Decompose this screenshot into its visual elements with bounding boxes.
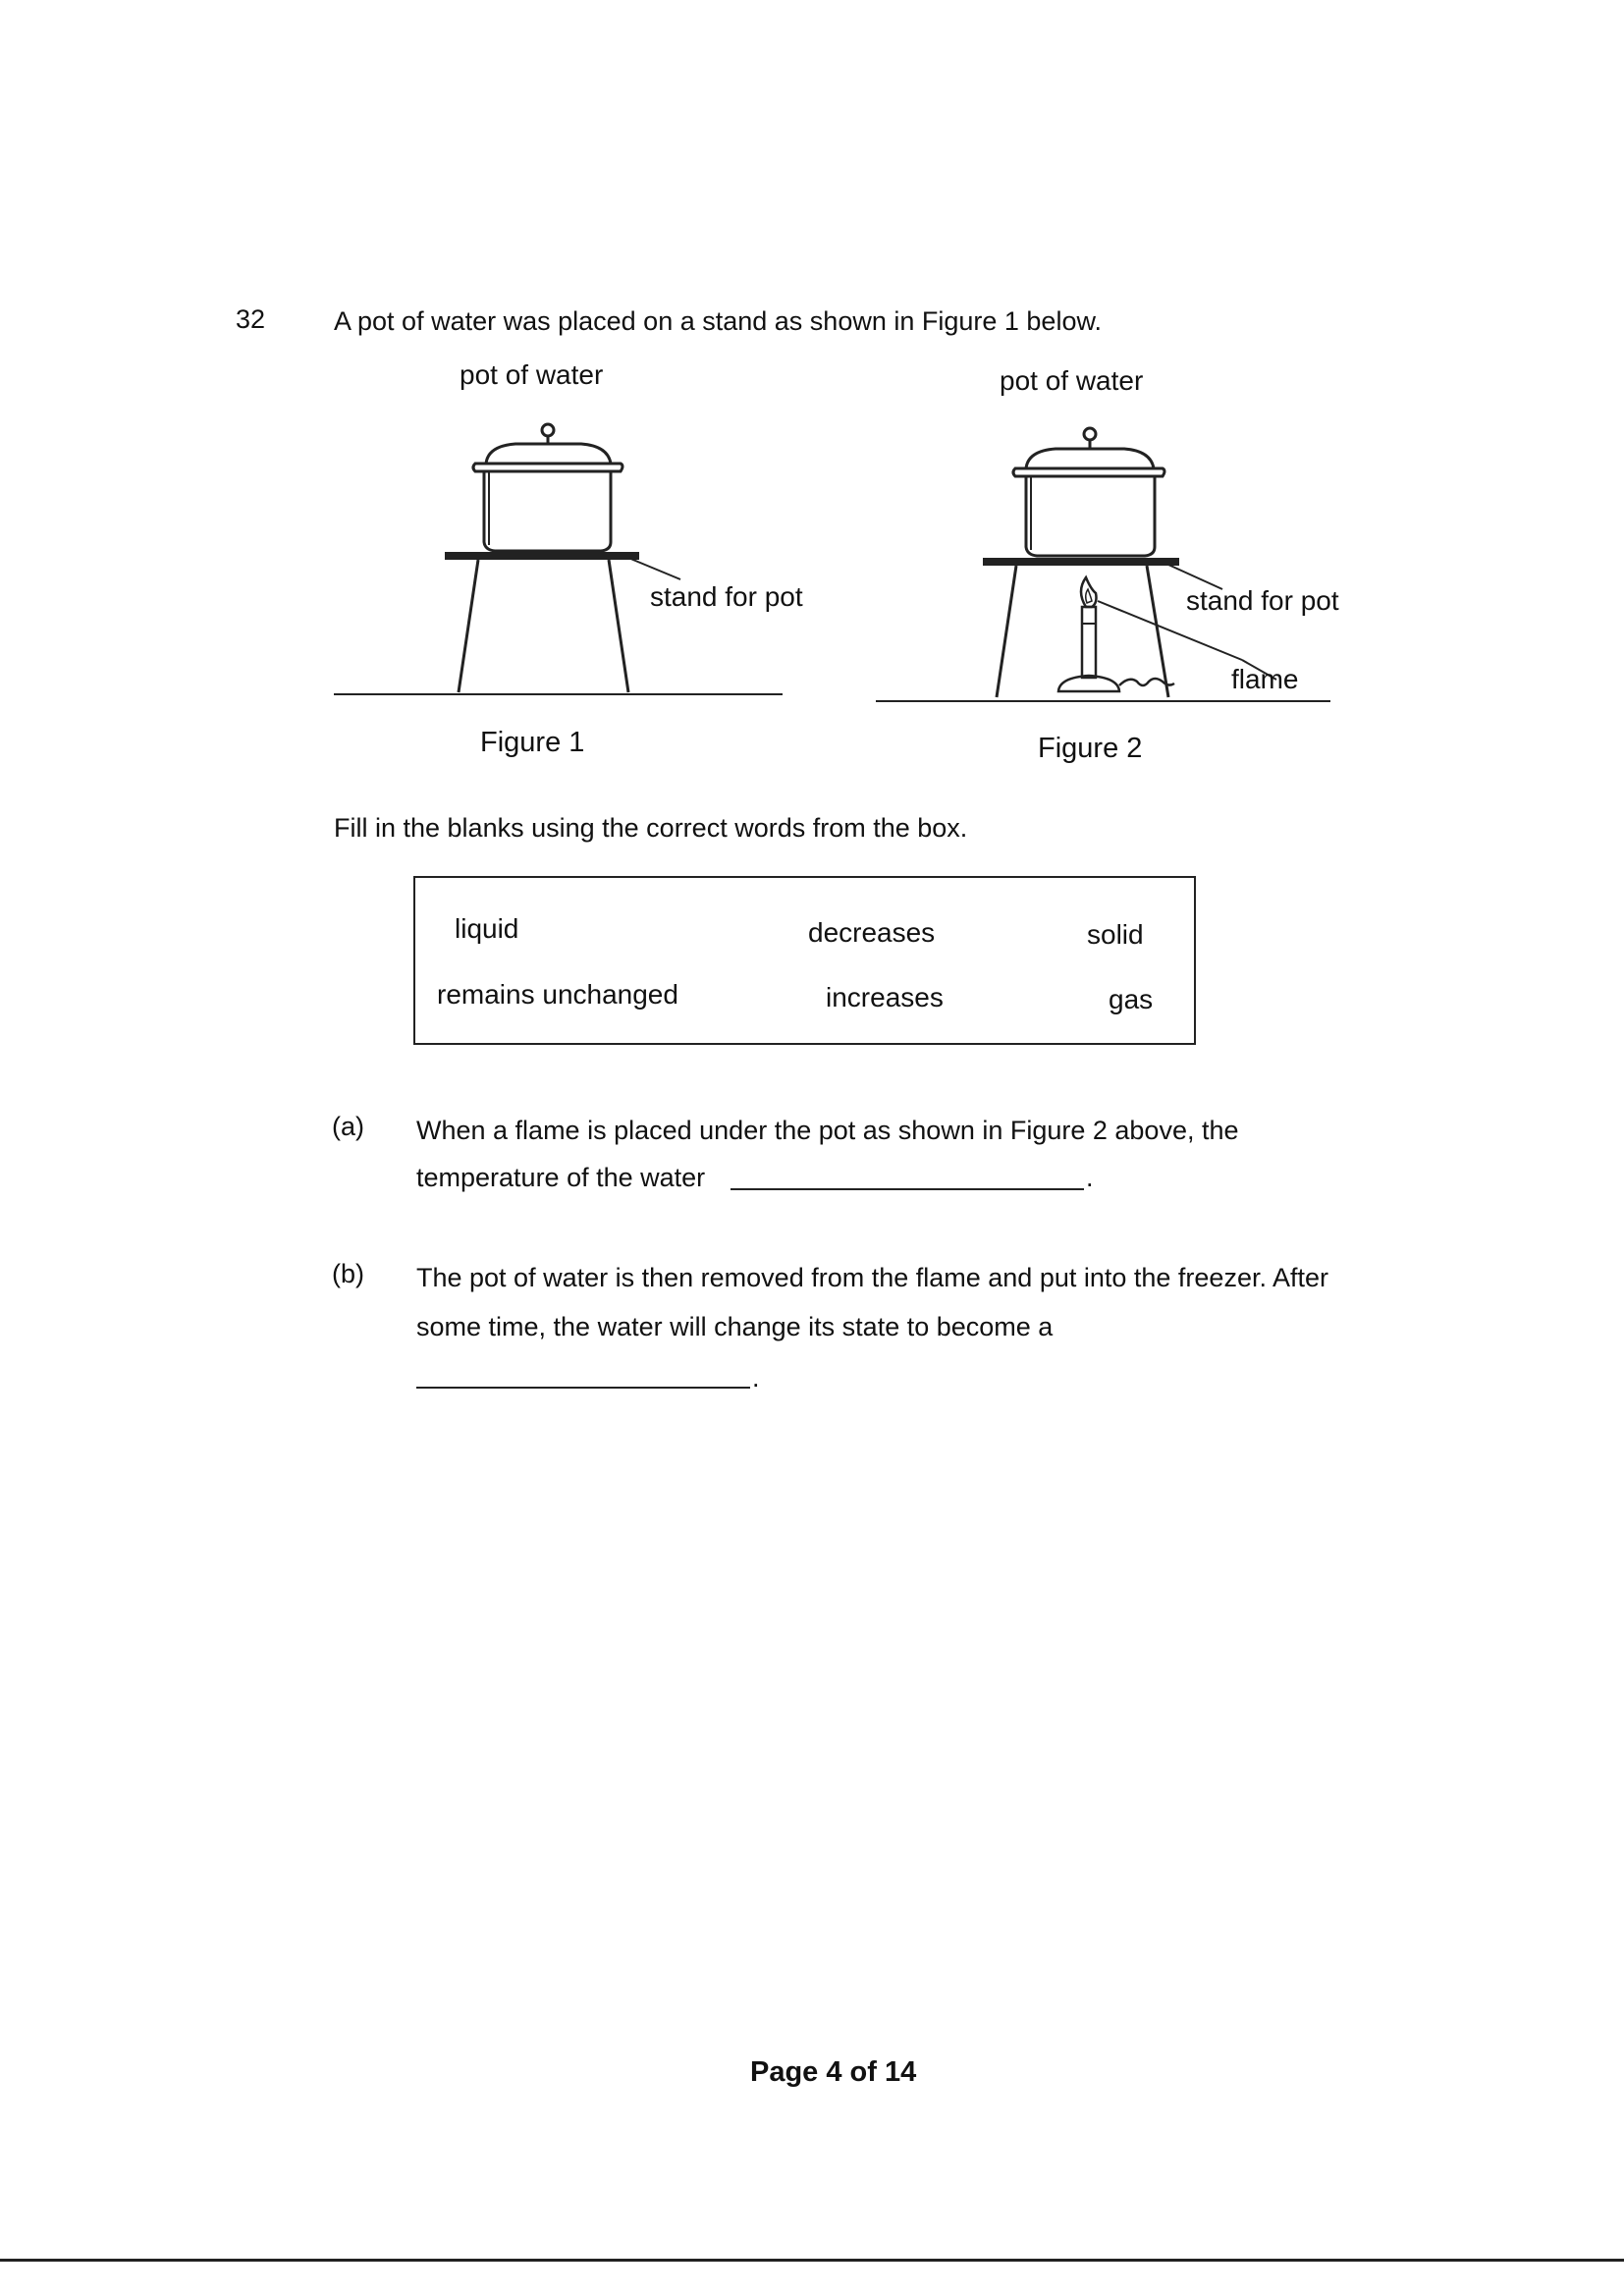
part-b-line1: The pot of water is then removed from the flame and put into the freezer. After bbox=[416, 1263, 1328, 1292]
figure1-caption: Figure 1 bbox=[480, 727, 585, 758]
part-a-letter: (a) bbox=[332, 1112, 364, 1141]
word-increases: increases bbox=[826, 982, 944, 1012]
part-a-line2: temperature of the water bbox=[416, 1163, 706, 1192]
figure1-label-stand: stand for pot bbox=[650, 581, 803, 612]
bottom-rule bbox=[0, 2259, 1624, 2262]
question-number: 32 bbox=[236, 304, 266, 334]
word-decreases: decreases bbox=[808, 917, 936, 948]
part-b-letter: (b) bbox=[332, 1259, 364, 1288]
part-a-line1: When a flame is placed under the pot as shown in Figure 2 above, the bbox=[416, 1116, 1239, 1145]
figure2-label-flame: flame bbox=[1231, 664, 1299, 694]
figure2-label-pot: pot of water bbox=[1000, 365, 1144, 396]
question-intro: A pot of water was placed on a stand as shown in Figure 1 below. bbox=[334, 306, 1102, 336]
page-number: Page 4 of 14 bbox=[750, 2056, 917, 2088]
word-liquid: liquid bbox=[455, 913, 519, 944]
figure2-caption: Figure 2 bbox=[1038, 733, 1143, 764]
part-a-answer-blank[interactable] bbox=[731, 1188, 1084, 1190]
figure2-label-stand: stand for pot bbox=[1186, 585, 1339, 616]
word-remains-unchanged: remains unchanged bbox=[437, 979, 678, 1010]
part-b-answer-blank[interactable] bbox=[416, 1387, 750, 1389]
part-b-line2: some time, the water will change its state to become a bbox=[416, 1312, 1054, 1341]
word-solid: solid bbox=[1087, 919, 1144, 950]
word-box bbox=[413, 876, 1196, 1045]
figure1-label-pot: pot of water bbox=[460, 359, 604, 390]
word-gas: gas bbox=[1109, 984, 1154, 1014]
part-b-end: . bbox=[752, 1363, 760, 1393]
part-a-end: . bbox=[1086, 1163, 1094, 1192]
instruction-text: Fill in the blanks using the correct words from the box. bbox=[334, 813, 968, 843]
